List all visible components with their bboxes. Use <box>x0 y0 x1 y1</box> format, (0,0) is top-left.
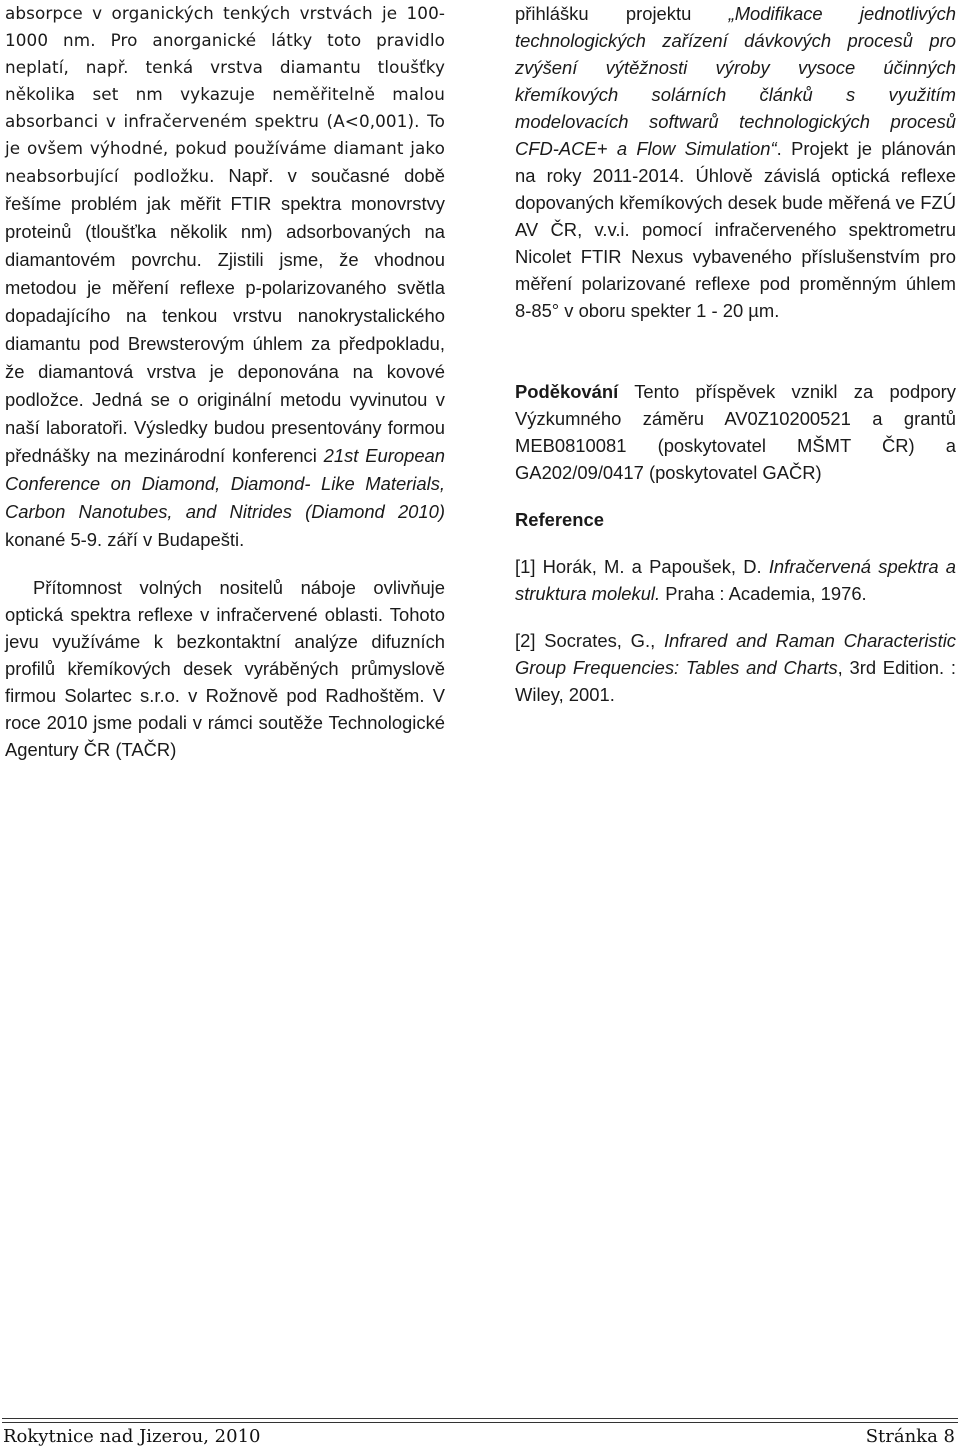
acknowledgement-text: Tento příspěvek vznikl za podpory Výzkumného záměru AV0Z10200521 a grantů MEB0810081 (poskytovatel MŠMT ČR) a GA202/09/0417 (poskytovatel GAČR) <box>515 381 956 483</box>
paragraph-text: Přítomnost volných nositelů náboje ovlivňuje optická spektra reflexe v infračervené oblasti. Tohoto jevu využíváme k bezkontaktní analýze difuzních profilů křemíkových desek vyráběných průmyslově firmou Solartec s.r.o. v Rožnově pod Radhoštěm. V roce 2010 jsme podali v rámci soutěže Technologické Agentury ČR (TAČR) <box>5 577 445 760</box>
paragraph-text: Např. v současné době řešíme problém jak měřit FTIR spektra monovrstvy proteinů (tloušťka několik nm) adsorbovaných na diamantovém povrchu. Zjistili jsme, že vhodnou metodou je měření reflexe p-polarizovaného světla dopadajícího na tenkou vrstvu nanokrystalického diamantu pod Brewsterovým úhlem za předpokladu, že diamantová vrstva je deponována na kovové podložce. Jedná se o originální metodu vyvinutou v naší laboratoři. Výsledky budou presentovány formou přednášky na mezinárodní konferenci <box>5 165 445 466</box>
footer-divider <box>2 1418 958 1419</box>
body-paragraph <box>5 0 445 554</box>
reference-text: [2] Socrates, G., <box>515 630 664 651</box>
left-column <box>5 0 445 763</box>
reference-item <box>515 627 956 708</box>
paragraph-text: konané 5-9. září v Budapešti. <box>5 529 245 550</box>
reference-title: Infračervená spektra a struktura molekul. <box>515 556 956 604</box>
footer-location: Rokytnice nad Jizerou, 2010 <box>3 1426 261 1447</box>
reference-text: , 3rd Edition. : Wiley, 2001. <box>515 657 956 705</box>
page-footer <box>3 1426 957 1452</box>
body-paragraph <box>515 0 956 324</box>
page-number: Stránka 8 <box>865 1426 955 1447</box>
footer-divider <box>2 1422 958 1423</box>
paragraph-text-sans: absorpce v organických tenkých vrstvách je 100-1000 nm. Pro anorganické látky toto pravidlo neplatí, např. tenká vrstva diamantu tloušťky několika set nm vykazuje neměřitelně malou absorbanci v infračerveném spektru (A<0,001). To je ovšem výhodné, pokud používáme diamant jako neabsorbující podložku. <box>5 3 445 186</box>
reference-text: Praha : Academia, 1976. <box>660 583 867 604</box>
project-title: „Modifikace jednotlivých technologických zařízení dávkových procesů pro zvýšení výtěžnosti výroby vysoce účinných křemíkových solárních článků s využitím modelovacích softwarů technologických procesů CFD-ACE+ a Flow Simulation“ <box>515 3 956 159</box>
conference-name: 21st European Conference on Diamond, Diamond- Like Materials, Carbon Nanotubes, and Nitrides (Diamond 2010) <box>5 445 445 522</box>
right-column <box>515 0 956 708</box>
reference-title: Infrared and Raman Characteristic Group Frequencies: Tables and Charts <box>515 630 956 678</box>
reference-item <box>515 553 956 607</box>
paragraph-text: . Projekt je plánován na roky 2011-2014. Úhlově závislá optická reflexe dopovaných křemíkových desek bude měřená ve FZÚ AV ČR, v.v.i. pomocí infračerveného spektrometru Nicolet FTIR Nexus vybaveného příslušenstvím pro měření polarizované reflexe pod proměnným úhlem 8-85° v oboru spekter 1 - 20 µm. <box>515 138 956 321</box>
acknowledgement-heading: Poděkování <box>515 381 619 402</box>
body-paragraph <box>5 574 445 763</box>
paragraph-text: přihlášku projektu <box>515 3 729 24</box>
acknowledgement-paragraph <box>515 378 956 486</box>
reference-heading: Reference <box>515 509 604 530</box>
reference-text: [1] Horák, M. a Papoušek, D. <box>515 556 769 577</box>
